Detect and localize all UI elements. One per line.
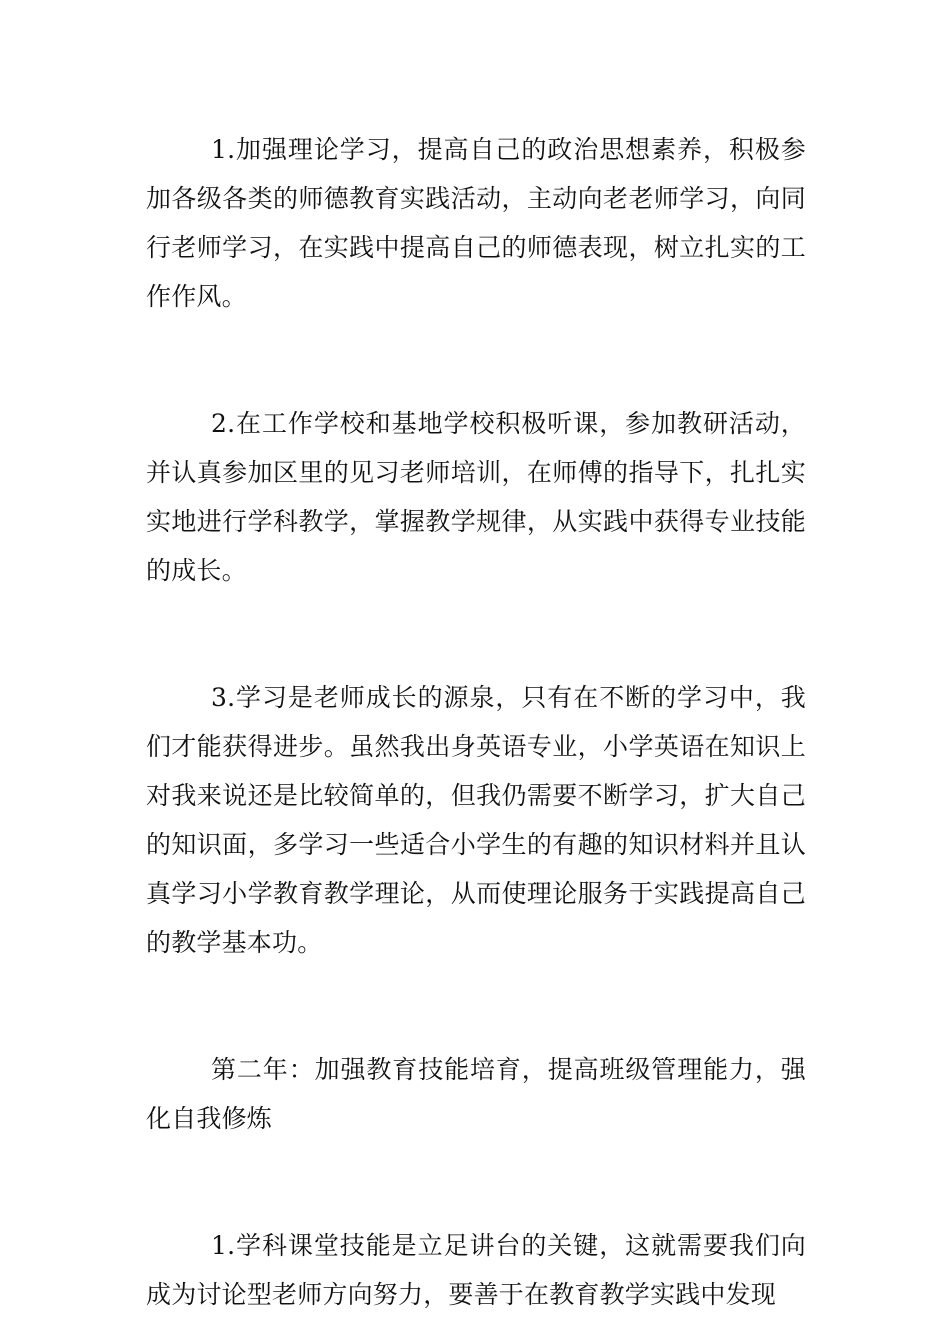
- paragraph-item-1: 1.加强理论学习，提高自己的政治思想素养，积极参加各级各类的师德教育实践活动，主动向老老师学习，向同行老师学习，在实践中提高自己的师德表现，树立扎实的工作作风。: [146, 135, 806, 311]
- document-body: [146, 125, 806, 1319]
- paragraph-item-3: 3.学习是老师成长的源泉，只有在不断的学习中，我们才能获得进步。虽然我出身英语专业，小学英语在知识上对我来说还是比较简单的，但我仍需要不断学习，扩大自己的知识面，多学习一些适合小学生的有趣的知识材料并且认真学习小学教育教学理论，从而使理论服务于实践提高自己的教学基本功。: [146, 683, 806, 957]
- paragraph-item-2: 2.在工作学校和基地学校积极听课，参加教研活动，并认真参加区里的见习老师培训，在师傅的指导下，扎扎实实地进行学科教学，掌握教学规律，从实践中获得专业技能的成长。: [146, 409, 806, 585]
- paragraph-item-4: 1.学科课堂技能是立足讲台的关键，这就需要我们向成为讨论型老师方向努力，要善于在教育教学实践中发现: [146, 1231, 806, 1309]
- section-heading-year-two: 第二年：加强教育技能培育，提高班级管理能力，强化自我修炼: [146, 1055, 806, 1133]
